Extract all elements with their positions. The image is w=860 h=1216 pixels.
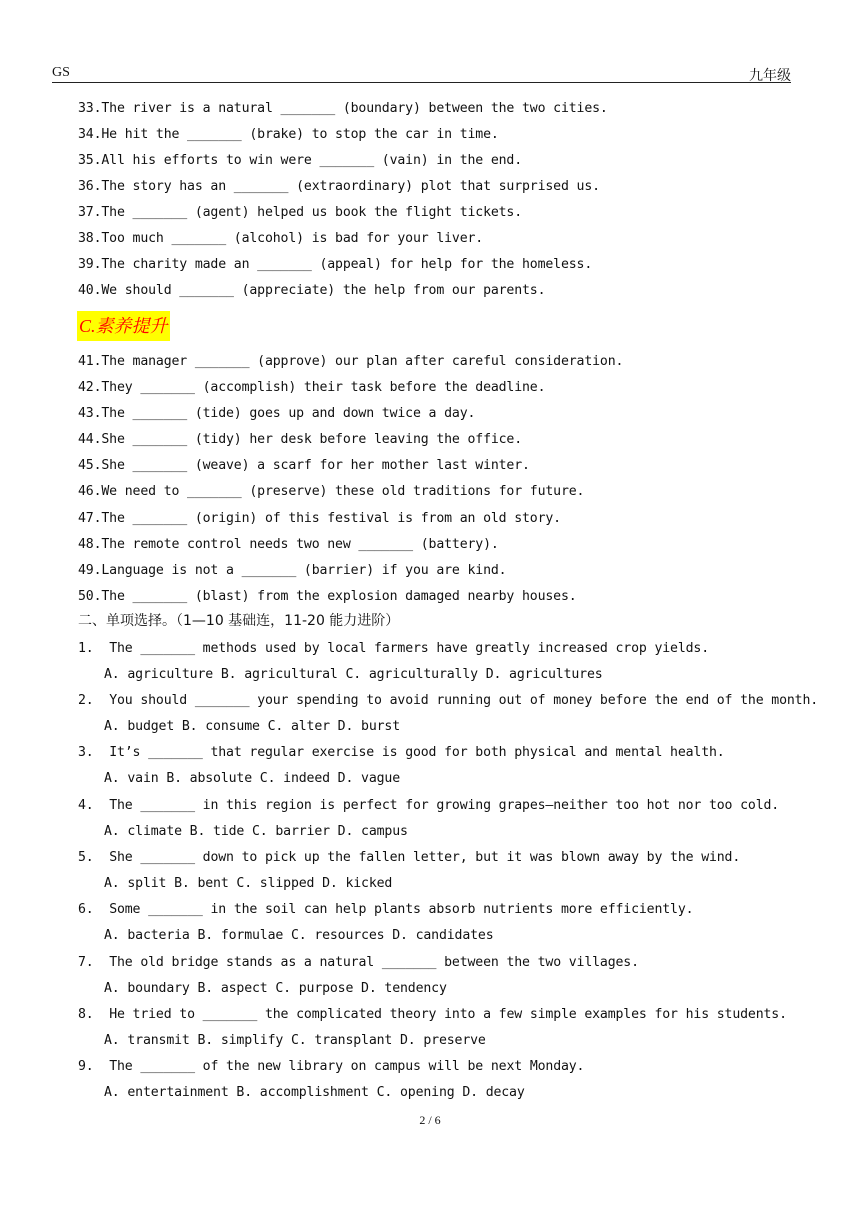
fill-item: 34.He hit the _______ (brake) to stop the car in time. (78, 127, 499, 142)
mc-question: 9. The _______ of the new library on campus will be next Monday. (78, 1059, 585, 1074)
fill-item: 39.The charity made an _______ (appeal) for help for the homeless. (78, 257, 593, 272)
fill-item: 40.We should _______ (appreciate) the help from our parents. (78, 283, 546, 298)
mc-question: 7. The old bridge stands as a natural _______ between the two villages. (78, 955, 639, 970)
mc-options: A. budget B. consume C. alter D. burst (104, 719, 401, 734)
mc-question: 2. You should _______ your spending to avoid running out of money before the end of the month. (78, 693, 819, 708)
fill-item: 43.The _______ (tide) goes up and down twice a day. (78, 406, 476, 421)
fill-item: 45.She _______ (weave) a scarf for her mother last winter. (78, 458, 530, 473)
mc-question: 8. He tried to _______ the complicated theory into a few simple examples for his students. (78, 1007, 787, 1022)
fill-item: 46.We need to _______ (preserve) these old traditions for future. (78, 484, 585, 499)
fill-item: 49.Language is not a _______ (barrier) if you are kind. (78, 563, 507, 578)
fill-item: 44.She _______ (tidy) her desk before leaving the office. (78, 432, 523, 447)
fill-item: 38.Too much _______ (alcohol) is bad for your liver. (78, 231, 484, 246)
header-grade-label: 九年级 (749, 69, 791, 84)
mc-options: A. split B. bent C. slipped D. kicked (104, 876, 393, 891)
mc-options: A. bacteria B. formulae C. resources D. candidates (104, 928, 494, 943)
fill-item: 36.The story has an _______ (extraordinary) plot that surprised us. (78, 179, 600, 194)
page-header (52, 64, 791, 83)
page-number: 2 / 6 (419, 1113, 441, 1127)
mc-options: A. climate B. tide C. barrier D. campus (104, 824, 408, 839)
fill-item: 41.The manager _______ (approve) our plan after careful consideration. (78, 354, 624, 369)
fill-item: 42.They _______ (accomplish) their task before the deadline. (78, 380, 546, 395)
mc-options: A. agriculture B. agricultural C. agriculturally D. agricultures (104, 667, 603, 682)
mc-question: 3. It’s _______ that regular exercise is good for both physical and mental health. (78, 745, 725, 760)
mc-question: 4. The _______ in this region is perfect for growing grapes—neither too hot nor too cold. (78, 798, 780, 813)
fill-item: 33.The river is a natural _______ (boundary) between the two cities. (78, 101, 608, 116)
mc-options: A. entertainment B. accomplishment C. opening D. decay (104, 1085, 525, 1100)
mc-options: A. transmit B. simplify C. transplant D. preserve (104, 1033, 486, 1048)
section-2-title: 二、单项选择。（1—10 基础连，11-20 能力进阶） (78, 613, 400, 629)
fill-item: 37.The _______ (agent) helped us book the flight tickets. (78, 205, 523, 220)
fill-item: 48.The remote control needs two new _______ (battery). (78, 537, 499, 552)
mc-question: 5. She _______ down to pick up the fallen letter, but it was blown away by the wind. (78, 850, 741, 865)
fill-item: 35.All his efforts to win were _______ (vain) in the end. (78, 153, 523, 168)
fill-item: 47.The _______ (origin) of this festival is from an old story. (78, 511, 561, 526)
mc-question: 1. The _______ methods used by local farmers have greatly increased crop yields. (78, 641, 709, 656)
fill-item: 50.The _______ (blast) from the explosion damaged nearby houses. (78, 589, 577, 604)
header-left-label: GS (52, 65, 70, 80)
mc-options: A. boundary B. aspect C. purpose D. tendency (104, 981, 447, 996)
section-c-heading: C.素养提升 (77, 311, 170, 341)
mc-options: A. vain B. absolute C. indeed D. vague (104, 771, 401, 786)
mc-question: 6. Some _______ in the soil can help plants absorb nutrients more efficiently. (78, 902, 694, 917)
